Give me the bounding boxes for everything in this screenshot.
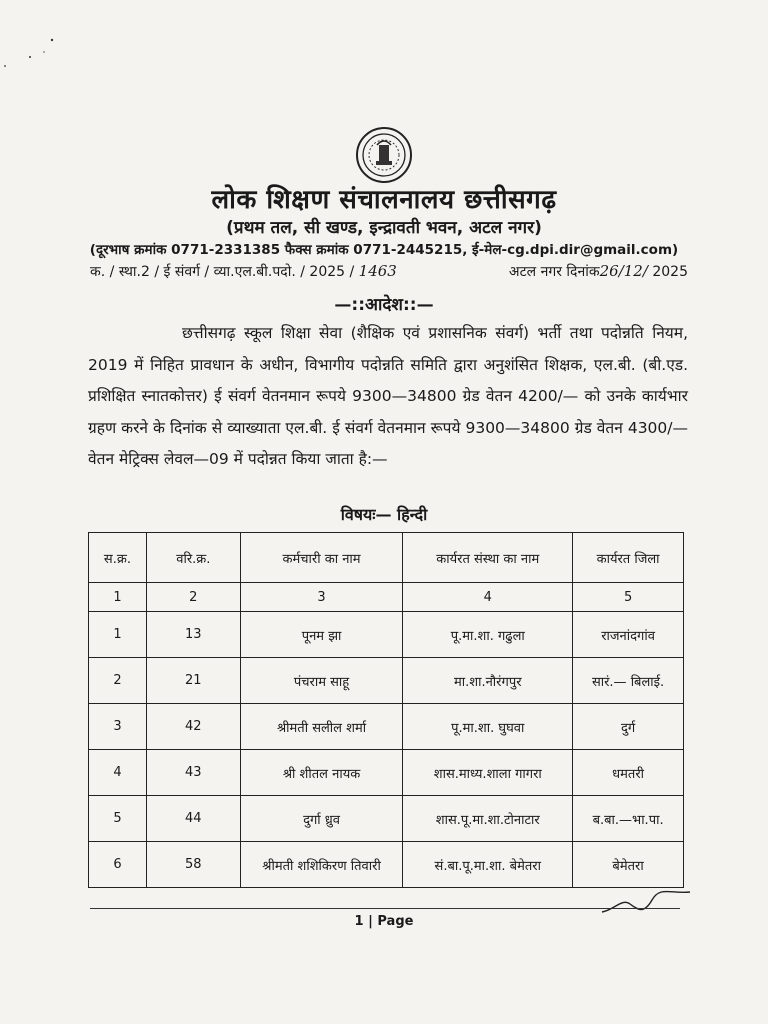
cell-employee-name: दुर्गा ध्रुव <box>240 796 403 842</box>
state-emblem-icon <box>355 125 413 185</box>
cell-serial: 4 <box>89 750 147 796</box>
column-number: 4 <box>403 583 573 612</box>
cell-serial: 3 <box>89 704 147 750</box>
reference-number-handwritten: 1463 <box>358 262 397 280</box>
page-number: 1 | Page <box>354 914 414 929</box>
cell-employee-name: श्रीमती सलील शर्मा <box>240 704 403 750</box>
column-number: 5 <box>573 583 684 612</box>
promotion-table <box>88 532 684 888</box>
cell-serial: 5 <box>89 796 147 842</box>
subject-heading: विषयः— हिन्दी <box>340 505 428 524</box>
cell-employee-name: पंचराम साहू <box>240 658 403 704</box>
cell-institution: पू.मा.शा. घुघवा <box>403 704 573 750</box>
cell-institution: सं.बा.पू.मा.शा. बेमेतरा <box>403 842 573 888</box>
table-row <box>89 704 684 750</box>
table-row <box>89 796 684 842</box>
header-institution: कार्यरत संस्था का नाम <box>403 533 573 583</box>
cell-employee-name: श्री शीतल नायक <box>240 750 403 796</box>
cell-district: दुर्ग <box>573 704 684 750</box>
cell-employee-name: श्रीमती शशिकिरण तिवारी <box>240 842 403 888</box>
reference-date-year: 2025 <box>652 264 688 280</box>
cell-serial: 6 <box>89 842 147 888</box>
cell-district: राजनांदगांव <box>573 612 684 658</box>
table-row <box>89 842 684 888</box>
organization-address: (प्रथम तल, सी खण्ड, इन्द्रावती भवन, अटल नगर) <box>226 218 542 238</box>
organization-contact: (दूरभाष क्रमांक 0771-2331385 फैक्स क्रमांक 0771-2445215, ई-मेल-cg.dpi.dir@gmail.com) <box>89 242 679 258</box>
organization-name: लोक शिक्षण संचालनालय छत्तीसगढ़ <box>211 185 557 215</box>
cell-district: सारं.— बिलाई. <box>573 658 684 704</box>
scan-specks <box>0 0 120 80</box>
cell-institution: शास.माध्य.शाला गागरा <box>403 750 573 796</box>
cell-institution: शास.पू.मा.शा.टोनाटार <box>403 796 573 842</box>
cell-seniority: 13 <box>146 612 240 658</box>
header-employee-name: कर्मचारी का नाम <box>240 533 403 583</box>
cell-institution: मा.शा.नौरंगपुर <box>403 658 573 704</box>
cell-district: धमतरी <box>573 750 684 796</box>
reference-line <box>90 262 688 281</box>
reference-number-prefix: क. / स्था.2 / ई संवर्ग / व्या.एल.बी.पदो. / 2025 / <box>90 264 355 280</box>
cell-seniority: 43 <box>146 750 240 796</box>
column-number-row <box>89 583 684 612</box>
header-seniority: वरि.क्र. <box>146 533 240 583</box>
reference-date <box>509 262 688 281</box>
cell-institution: पू.मा.शा. गढुला <box>403 612 573 658</box>
column-number: 3 <box>240 583 403 612</box>
cell-serial: 1 <box>89 612 147 658</box>
header-serial: स.क्र. <box>89 533 147 583</box>
reference-date-prefix: अटल नगर दिनांक <box>508 264 600 280</box>
cell-seniority: 21 <box>146 658 240 704</box>
cell-employee-name: पूनम झा <box>240 612 403 658</box>
column-number: 2 <box>146 583 240 612</box>
header-district: कार्यरत जिला <box>573 533 684 583</box>
reference-date-handwritten: 26/12/ <box>599 262 648 280</box>
column-number: 1 <box>89 583 147 612</box>
cell-district: ब.बा.—भा.पा. <box>573 796 684 842</box>
cell-seniority: 58 <box>146 842 240 888</box>
order-title: —::आदेश::— <box>334 295 434 315</box>
cell-seniority: 44 <box>146 796 240 842</box>
footer-divider <box>90 908 680 909</box>
cell-serial: 2 <box>89 658 147 704</box>
cell-seniority: 42 <box>146 704 240 750</box>
order-body-text: छत्तीसगढ़ स्कूल शिक्षा सेवा (शैक्षिक एवं प्रशासनिक संवर्ग) भर्ती तथा पदोन्नति नियम, 2019 में निहित प्रावधान के अधीन, विभागीय पदोन्नति समिति द्वारा अनुशंसित शिक्षक, एल.बी. (बी.एड. प्रशिक्षित स्नातकोत्तर) ई संवर्ग वेतनमान रूपये 9300—34800 ग्रेड वेतन 4200/— को उनके कार्यभार ग्रहण करने के दिनांक से व्याख्याता एल.बी. ई संवर्ग वेतनमान रूपये 9300—34800 ग्रेड वेतन 4300/— वेतन मेट्रिक्स लेवल—09 में पदोन्नत किया जाता है:— <box>88 324 688 468</box>
cell-district: बेमेतरा <box>573 842 684 888</box>
table-header-row <box>89 533 684 583</box>
table-row <box>89 612 684 658</box>
reference-number <box>90 262 397 281</box>
table-row <box>89 658 684 704</box>
table-row <box>89 750 684 796</box>
